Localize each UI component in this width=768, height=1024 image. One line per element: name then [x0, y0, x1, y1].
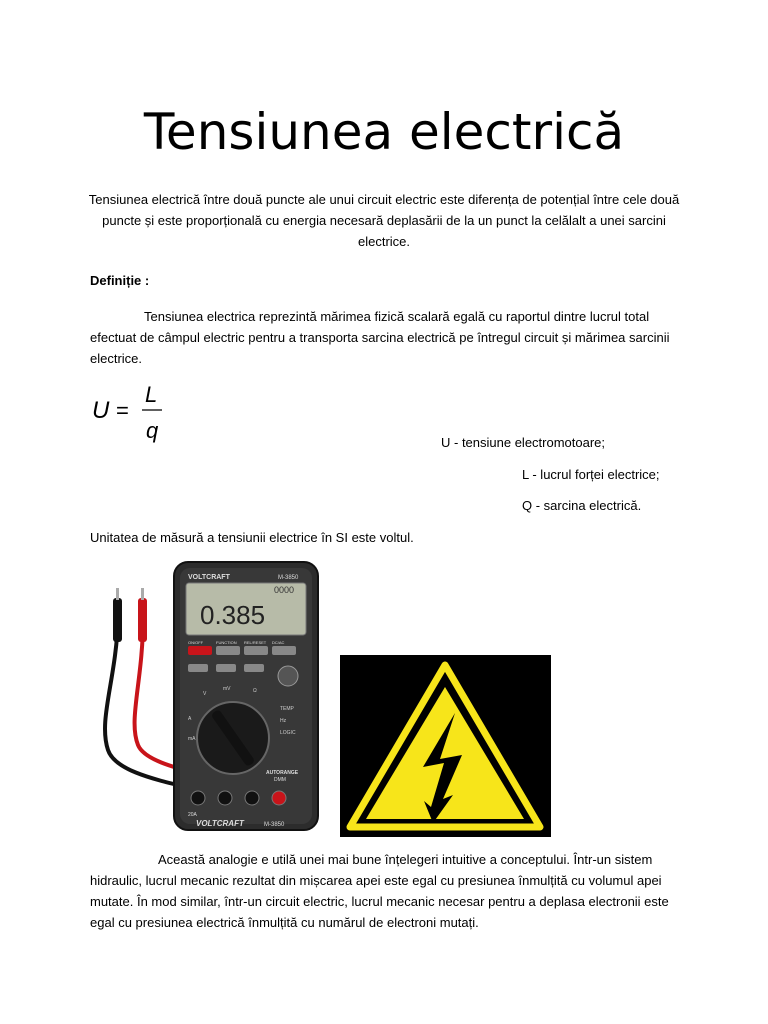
- red-probe-tip: [141, 588, 144, 600]
- svg-text:FUNCTION: FUNCTION: [216, 640, 237, 645]
- definition-text: Tensiunea electrica reprezintă mărimea fizică scalară egală cu raportul dintre lucrul total efectuat de câmpul electric pentru a transporta sarcina electrică pe întregul circuit și mărimea sarcinii electrice.: [90, 309, 670, 366]
- intro-paragraph: Tensiunea electrică între două puncte ale unui circuit electric este diferența de potențial între cele două puncte și este proporțională cu energia necesară deplasării de la un punct la celălalt a unei sarcini electrice.: [88, 192, 680, 249]
- meter-brand-bottom: VOLTCRAFT: [196, 819, 244, 828]
- meter-model-bottom: M-3850: [264, 822, 285, 828]
- svg-text:REL/RESET: REL/RESET: [244, 640, 267, 645]
- legend-u: U - tensiune electromotoare;: [441, 435, 606, 450]
- svg-text:LOGIC: LOGIC: [280, 730, 296, 736]
- svg-text:V: V: [203, 691, 207, 697]
- legend-q: Q - sarcina electrică.: [522, 498, 642, 513]
- voltage-formula: [90, 380, 170, 450]
- svg-text:TEMP: TEMP: [280, 706, 294, 712]
- formula-denominator: q: [146, 418, 159, 443]
- definition-paragraph: [90, 306, 680, 369]
- analogy-paragraph: [90, 849, 690, 933]
- definition-label: Definiție :: [90, 273, 150, 288]
- formula-lhs: U: [92, 397, 110, 424]
- svg-text:A: A: [188, 716, 192, 722]
- formula-equals: =: [116, 398, 129, 423]
- black-probe-tip: [116, 588, 119, 600]
- svg-text:DC/AC: DC/AC: [272, 640, 285, 645]
- black-probe: [113, 598, 122, 642]
- lcd-main-value: 0.385: [200, 600, 266, 630]
- svg-text:Hz: Hz: [280, 718, 287, 724]
- meter-model-top: M-3850: [278, 575, 299, 581]
- page-title: Tensiunea electrică: [143, 103, 625, 161]
- legend-l: L - lucrul forței electrice;: [522, 467, 660, 482]
- formula-numerator: L: [145, 382, 158, 407]
- analogy-text: Această analogie e utilă unei mai bune înțelegeri intuitive a conceptului. Într-un sistem hidraulic, lucrul mecanic rezultat din mișcarea apei este egal cu presiunea înmulțită cu volumul apei mutate. În mod similar, într-un circuit electric, lucrul mecanic necesar pentru a deplasa electronii este egal cu presiunea electrică înmulțită cu numărul de electroni mutați.: [90, 852, 669, 930]
- current-jack-label: 20A: [188, 812, 197, 818]
- svg-text:mA: mA: [188, 736, 196, 742]
- svg-text:ON/OFF: ON/OFF: [188, 640, 204, 645]
- autorange-label: AUTORANGE: [266, 770, 299, 776]
- meter-brand-top: VOLTCRAFT: [188, 574, 230, 581]
- warning-sign-image: [340, 655, 551, 837]
- lcd-secondary-value: 0000: [274, 585, 295, 595]
- multimeter-image: [88, 560, 320, 832]
- svg-text:Ω: Ω: [253, 688, 257, 694]
- autorange-sub: DMM: [274, 777, 286, 783]
- unit-sentence: Unitatea de măsură a tensiunii electrice în SI este voltul.: [90, 530, 414, 545]
- red-probe: [138, 598, 147, 642]
- svg-text:mV: mV: [223, 686, 231, 692]
